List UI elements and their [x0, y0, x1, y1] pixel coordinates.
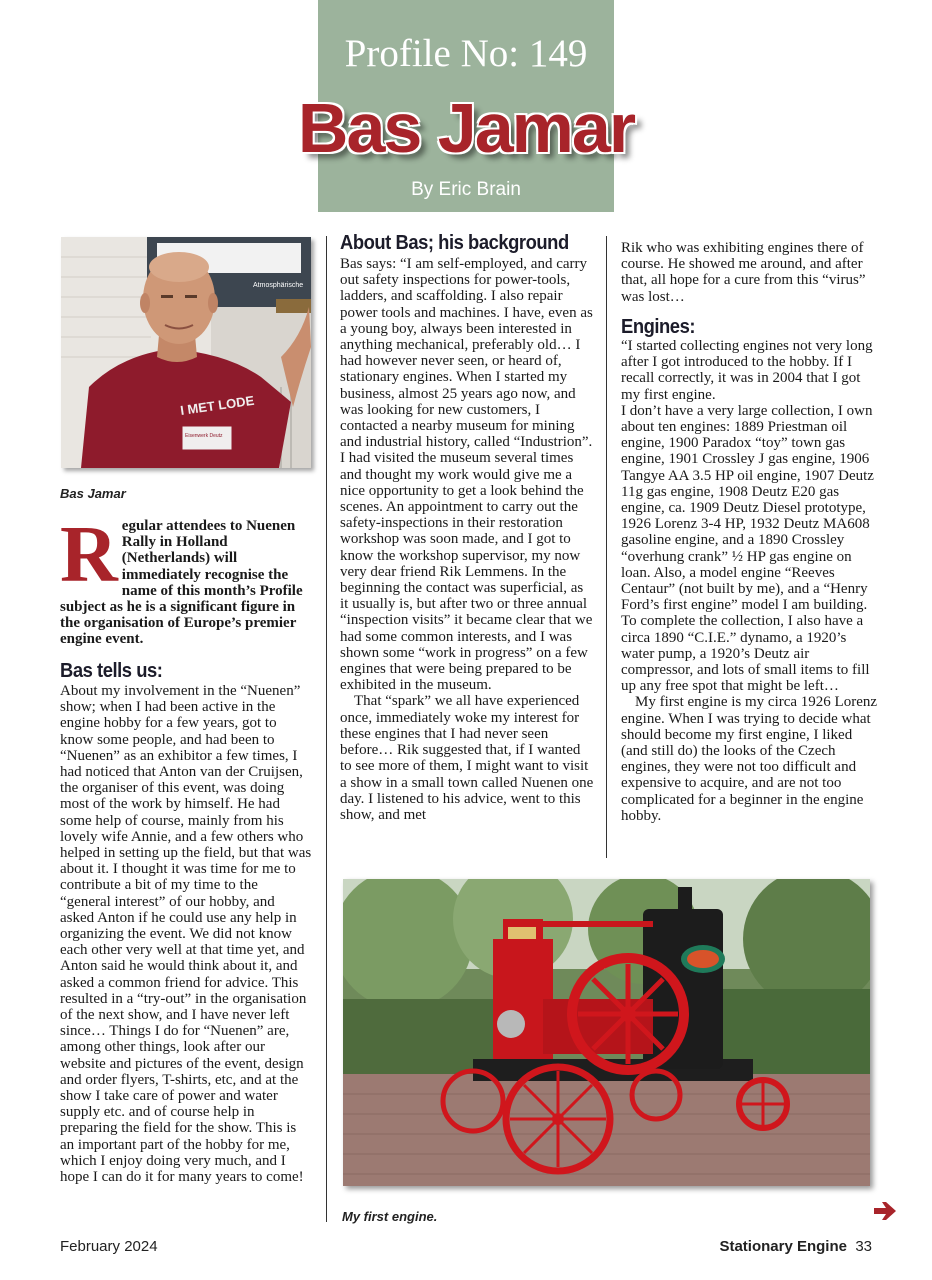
- col1-para-text: About my involvement in the “Nuenen” show; when I had been active in the engine hobby for a few years, got to know some people, and had been to “Nuenen” as an exhibitor a few times, I had noticed that Anton van der Cruijsen, the organiser of this event, was doing most of the work by himself. He had some help of course, mainly from his lovely wife Annie, and a few others who helped in setting up the field, but that was about it. I thought it was time for me to contribute a bit of my time to the “general interest” of our hobby, and asked Anton if he could use any help in organizing the event. We did not know each other very well at that time yet, and Anton said he would think about it, and asked a common friend for advice. This resulted in a “try-out” in the organisation of the next show, and I have never left since… Things I do for “Nuenen” are, among other things, look after our website and pictures of the event, design and order flyers, T-shirts, etc, and at the show I take care of power and water supply etc. and of course help in preparing the field for the show. This is an important part of the hobby for me, which I enjoy doing very much, and I hope I can do it for many years to come!: [60, 683, 312, 1186]
- portrait-caption: Bas Jamar: [60, 486, 126, 501]
- portrait-photo: [61, 237, 311, 468]
- profile-number: Profile No: 149: [344, 32, 588, 75]
- col3-para-1: “I started collecting engines not very long after I got introduced to the hobby. If I recall correctly, it was in 2004 that I got my first engine.: [621, 338, 873, 403]
- column-rule-left: [326, 236, 327, 1222]
- engine-photo: [343, 879, 870, 1186]
- page-title: Bas Jamar: [297, 89, 635, 167]
- col3-text: [621, 338, 877, 824]
- col2-para-2: That “spark” we all have experienced once, immediately woke my interest for these engines that I had never seen before… Rik suggested that, if I wanted to see more of them, I might want to visit a show in a small town called Nuenen one day. I listened to his advice, went to this show, and met: [340, 693, 594, 823]
- page-number: 33: [855, 1238, 872, 1255]
- byline: By Eric Brain: [411, 179, 521, 200]
- footer-date: February 2024: [60, 1238, 158, 1255]
- intro-text: egular attendees to Nuenen Rally in Holland (Netherlands) will immediately recognise the name of this month’s Profile subject as he is a significant figure in the organisation of Europe’s premier engine event.: [60, 518, 303, 648]
- drop-cap: R: [60, 511, 118, 599]
- portrait-illustration: [61, 237, 311, 468]
- intro-block: [60, 511, 310, 648]
- engine-illustration: [343, 879, 870, 1186]
- col2-para-1: Bas says: “I am self-employed, and carry out safety inspections for power-tools, ladders, and scaffolding. I also repair power tools and machines. I have, even as a young boy, always been interested in anything mechanical, preferably old… I had however never seen, or heard of, stationary engines. When I started my business, almost 25 years ago now, and was looking for new customers, I contacted a nearby museum for mining and industrial history, called “Industrion”. I had visited the museum several times and thought my work would give me a nice opportunity to get a look behind the scenes. An appointment to carry out the safety-inspections in their restoration workshop was soon made, and I got to know the workshop supervisor, my now very dear friend Rik Lemmens. In the beginning the contact was superficial, as it usually is, but after two or three annual “inspection visits” it became clear that we had some common interests, and I was shown some “work in progress” on a few engines that were being prepared to be exhibited in the museum.: [340, 256, 593, 694]
- column-rule-right: [606, 236, 607, 858]
- continue-arrow-icon: [872, 1200, 898, 1222]
- footer-magazine-name: Stationary Engine: [719, 1238, 847, 1255]
- col3-para-2: I don’t have a very large collection, I own about ten engines: 1889 Priestman oil engine, 1900 Paradox “toy” town gas engine, 1901 Crossley J gas engine, 1906 Tangye AA 3.5 HP oil engine, 1907 Deutz 11g gas engine, 1908 Deutz E20 gas engine, ca. 1909 Deutz Diesel prototype, 1926 Lorenz 3-4 HP, 1932 Deutz MA608 gasoline engine, and a 1890 Crossley “overhung crank” ½ HP gas engine on loan. Also, a model engine “Reeves Centaur” (not built by me), and a “Henry Ford’s first engine” model I am building. To complete the collection, I also have a circa 1890 “C.I.E.” dynamo, a 1920’s water pump, a 1920’s Deutz air compressor, and lots of small items to fill up any free spot that might be left…: [621, 402, 874, 695]
- footer-publication: [719, 1238, 872, 1256]
- col3-text-top: [621, 240, 875, 305]
- poster-text: Atmosphärische: [253, 282, 304, 289]
- shirt-print-text: I MET LODE: [179, 392, 256, 418]
- heading-engines: Engines:: [621, 316, 696, 338]
- col1-paragraph: [60, 683, 312, 1185]
- heading-about-bas: About Bas; his background: [340, 232, 569, 254]
- heading-bas-tells-us: Bas tells us:: [60, 660, 163, 682]
- shirt-badge-text: Eisenwerk Deutz: [185, 433, 223, 439]
- col3-para-3: My first engine is my circa 1926 Lorenz engine. When I was trying to decide what should become my first engine, I liked (and still do) the looks of the Czech engines, they were not too difficult and expensive to acquire, and are not too complicated for a beginner in the engine hobby.: [621, 694, 878, 824]
- engine-photo-caption: My first engine.: [342, 1209, 438, 1224]
- col2-text: [340, 256, 594, 823]
- col3-para-0: Rik who was exhibiting engines there of course. He showed me around, and after that, all hope for a cure from this “virus” was lost…: [621, 240, 866, 305]
